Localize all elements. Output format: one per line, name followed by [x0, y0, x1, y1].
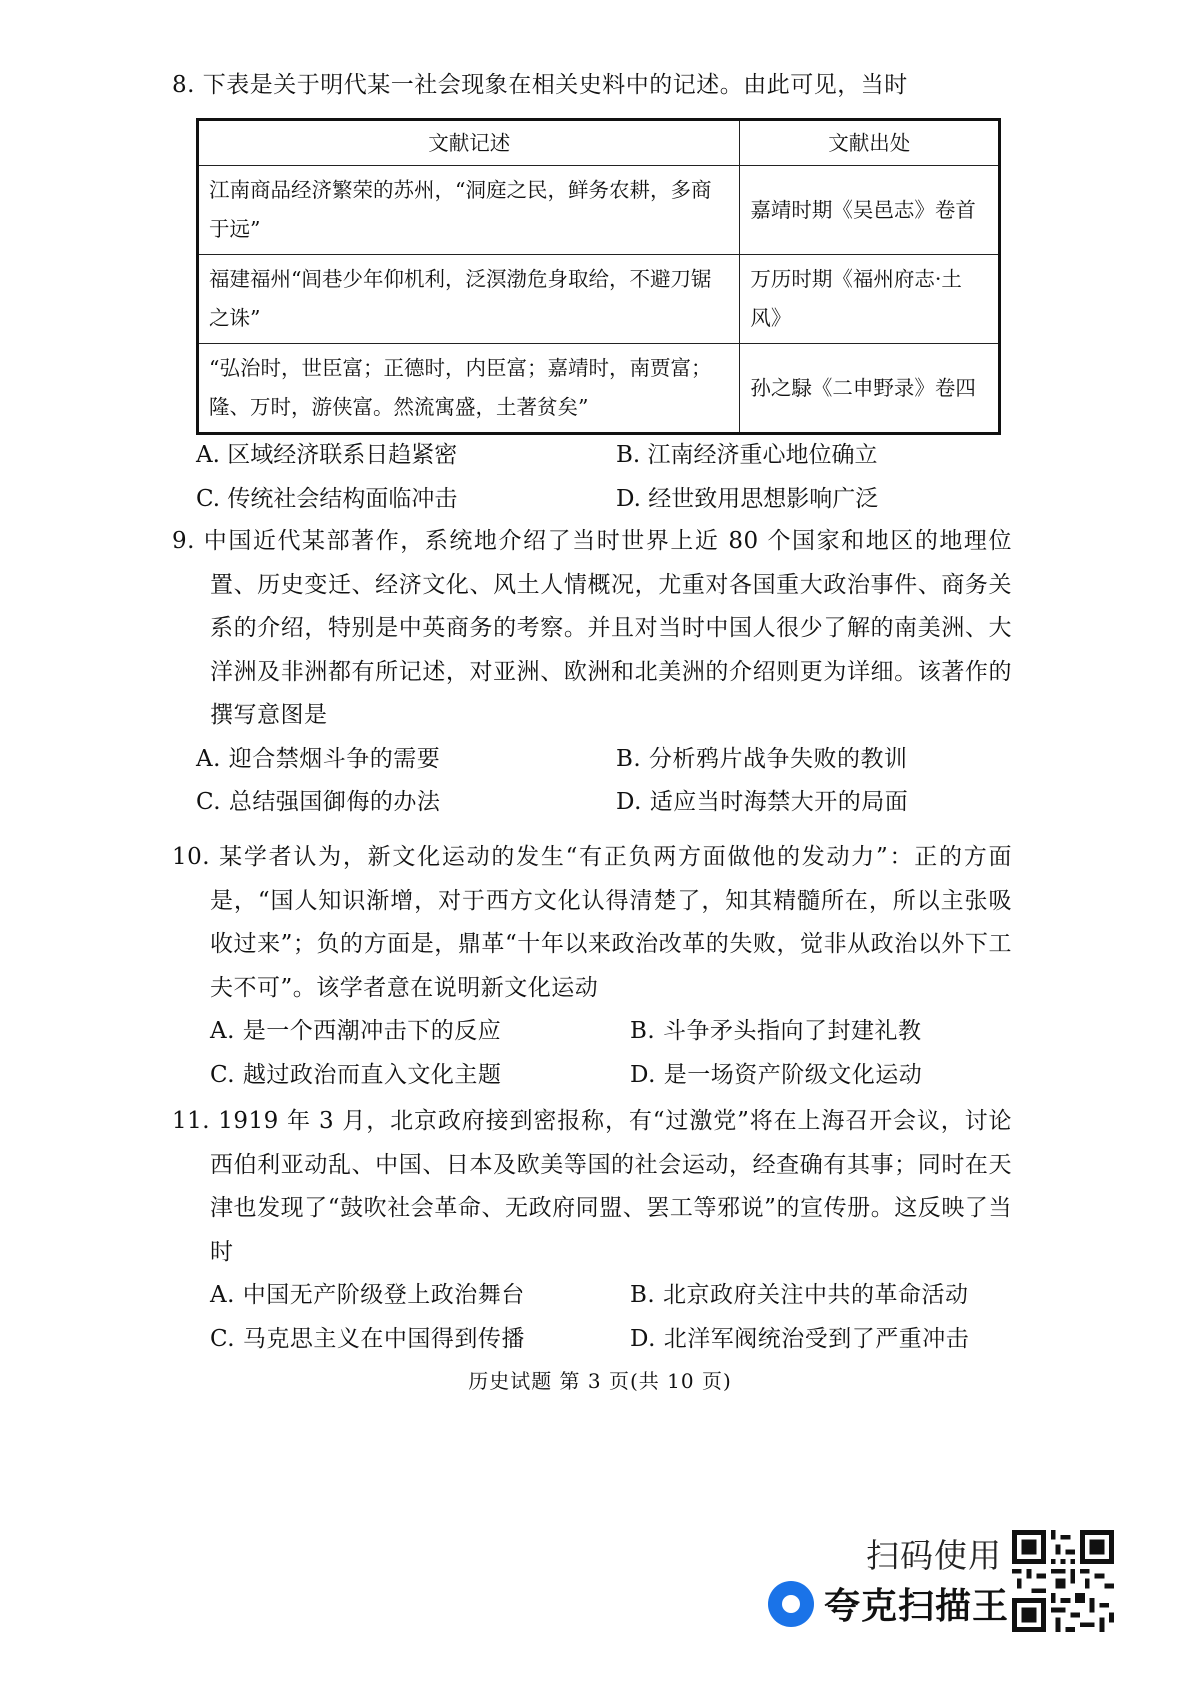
brand-logo-icon	[768, 1581, 814, 1627]
option-b: B. 斗争矛头指向了封建礼教	[630, 1018, 922, 1044]
table-cell-record: 福建福州“闾巷少年仰机利，泛溟渤危身取给，不避刀锯之诛”	[198, 255, 740, 344]
table-cell-record: “弘治时，世臣富；正德时，内臣富；嘉靖时，南贾富；隆、万时，游侠富。然流寓盛，土著贫矣”	[198, 344, 740, 434]
source-table	[196, 118, 1001, 435]
question-9-stem: 9. 中国近代某部著作，系统地介绍了当时世界上近 80 个国家和地区的地理位置、历史变迁、经济文化、风土人情概况，尤重对各国重大政治事件、商务关系的介绍，特别是中英商务的考察。并且对当时中国人很少了解的南美洲、大洋洲及非洲都有所记述，对亚洲、欧洲和北美洲的介绍则更为详细。该著作的撰写意图是	[172, 528, 1012, 728]
question-11-stem: 11. 1919 年 3 月，北京政府接到密报称，有“过激党”将在上海召开会议，讨论西伯利亚动乱、中国、日本及欧美等国的社会运动，经查确有其事；同时在天津也发现了“鼓吹社会革命、无政府同盟、罢工等邪说”的宣传册。这反映了当时	[172, 1108, 1012, 1265]
question-9-options	[172, 738, 1012, 825]
option-d: D. 北洋军阀统治受到了严重冲击	[630, 1325, 970, 1352]
table-header-record: 文献记述	[198, 120, 740, 166]
question-8	[172, 64, 1012, 108]
brand-watermark	[768, 1578, 1009, 1629]
table-row	[198, 344, 1000, 434]
option-c: C. 传统社会结构面临冲击	[196, 485, 458, 512]
qr-code-icon	[1012, 1530, 1114, 1632]
option-a: A. 中国无产阶级登上政治舞台	[210, 1282, 525, 1308]
option-a: A. 迎合禁烟斗争的需要	[196, 745, 441, 772]
table-row	[198, 255, 1000, 344]
option-b: B. 江南经济重心地位确立	[616, 442, 878, 468]
option-c: C. 越过政治而直入文化主题	[210, 1061, 502, 1088]
table-row	[198, 166, 1000, 255]
question-10-options	[172, 1010, 1012, 1097]
question-8-options	[196, 434, 1036, 521]
question-11	[172, 1100, 1012, 1361]
question-10-stem: 10. 某学者认为，新文化运动的发生“有正负两方面做他的发动力”：正的方面是，“国人知识渐增，对于西方文化认得清楚了，知其精髓所在，所以主张吸收过来”；负的方面是，鼎革“十年以来政治改革的失败，觉非从政治以外下工夫不可”。该学者意在说明新文化运动	[172, 844, 1012, 1001]
option-b: B. 分析鸦片战争失败的教训	[616, 745, 908, 772]
brand-name: 夸克扫描王	[824, 1586, 1010, 1627]
page-footer: 历史试题 第 3 页(共 10 页)	[468, 1369, 732, 1393]
table-header-row	[198, 120, 1000, 166]
question-8-stem: 8. 下表是关于明代某一社会现象在相关史料中的记述。由此可见，当时	[172, 72, 908, 98]
scan-to-use-label: 扫码使用	[866, 1536, 1002, 1575]
table-header-source: 文献出处	[740, 120, 1000, 166]
question-9	[172, 520, 1012, 825]
option-c: C. 马克思主义在中国得到传播	[210, 1325, 525, 1352]
option-d: D. 是一场资产阶级文化运动	[630, 1061, 923, 1088]
table-cell-source: 孙之騄《二申野录》卷四	[740, 344, 1000, 434]
option-d: D. 经世致用思想影响广泛	[616, 485, 879, 512]
option-b: B. 北京政府关注中共的革命活动	[630, 1282, 969, 1308]
option-a: A. 区域经济联系日趋紧密	[196, 442, 458, 468]
question-10	[172, 836, 1012, 1097]
option-d: D. 适应当时海禁大开的局面	[616, 789, 909, 815]
question-11-options	[172, 1274, 1012, 1361]
option-a: A. 是一个西潮冲击下的反应	[210, 1018, 502, 1044]
option-c: C. 总结强国御侮的办法	[196, 789, 441, 815]
table-cell-source: 万历时期《福州府志·土风》	[740, 255, 1000, 344]
table-cell-record: 江南商品经济繁荣的苏州，“洞庭之民，鲜务农耕，多商于远”	[198, 166, 740, 255]
table-cell-source: 嘉靖时期《吴邑志》卷首	[740, 166, 1000, 255]
